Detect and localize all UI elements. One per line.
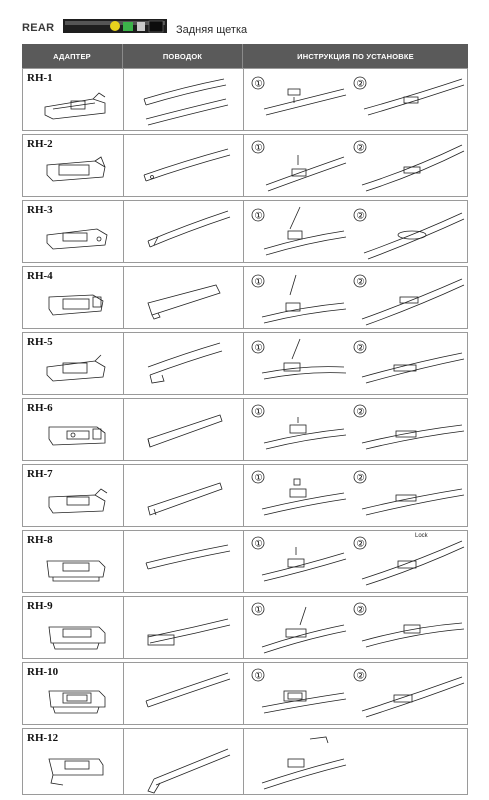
adapter-table	[22, 68, 468, 795]
arm-drawing	[124, 267, 244, 330]
arm-cell	[124, 729, 244, 794]
step-2-marker: ②	[356, 472, 365, 483]
adapter-label: RH-1	[27, 72, 53, 84]
arm-drawing	[124, 597, 244, 660]
arm-cell	[124, 531, 244, 592]
arm-drawing	[124, 135, 244, 198]
install-steps-drawing	[244, 663, 467, 726]
adapter-cell	[23, 69, 124, 130]
step-1-marker: ①	[254, 604, 263, 615]
step-2-marker: ②	[356, 538, 365, 549]
arm-cell	[124, 399, 244, 460]
arm-drawing	[124, 399, 244, 462]
adapter-label: RH-9	[27, 600, 53, 612]
adapter-cell	[23, 531, 124, 592]
table-row	[22, 728, 468, 795]
table-row	[22, 200, 468, 263]
instructions-cell	[244, 267, 467, 328]
arm-drawing	[124, 333, 244, 396]
install-steps-drawing	[244, 531, 467, 594]
adapter-label: RH-12	[27, 732, 59, 744]
instructions-cell	[244, 201, 467, 262]
step-1-marker: ①	[254, 406, 263, 417]
table-row	[22, 464, 468, 527]
adapter-drawing	[23, 663, 124, 726]
table-row	[22, 266, 468, 329]
adapter-label: RH-4	[27, 270, 53, 282]
step-1-marker: ①	[254, 78, 263, 89]
instructions-cell	[244, 597, 467, 658]
arm-cell	[124, 69, 244, 130]
lock-annotation: Lock	[415, 533, 428, 539]
arm-cell	[124, 267, 244, 328]
adapter-cell	[23, 663, 124, 724]
arm-drawing	[124, 531, 244, 594]
adapter-cell	[23, 333, 124, 394]
step-1-marker: ①	[254, 342, 263, 353]
column-header-adapter: АДАПТЕР	[22, 44, 123, 68]
adapter-cell	[23, 201, 124, 262]
adapter-label: RH-3	[27, 204, 53, 216]
arm-cell	[124, 135, 244, 196]
install-steps-drawing	[244, 69, 467, 132]
adapter-drawing	[23, 69, 124, 132]
wiper-product-image	[63, 16, 167, 36]
step-1-marker: ①	[254, 670, 263, 681]
table-row	[22, 662, 468, 725]
step-2-marker: ②	[356, 78, 365, 89]
adapter-drawing	[23, 399, 124, 462]
step-2-marker: ②	[356, 142, 365, 153]
arm-drawing	[124, 69, 244, 132]
install-steps-drawing	[244, 201, 467, 264]
install-steps-drawing	[244, 333, 467, 396]
step-2-marker: ②	[356, 604, 365, 615]
adapter-label: RH-7	[27, 468, 53, 480]
table-row	[22, 596, 468, 659]
adapter-cell	[23, 267, 124, 328]
step-2-marker: ②	[356, 210, 365, 221]
adapter-cell	[23, 465, 124, 526]
arm-drawing	[124, 201, 244, 264]
step-1-marker: ①	[254, 538, 263, 549]
adapter-cell	[23, 597, 124, 658]
table-row	[22, 530, 468, 593]
column-header-arm: ПОВОДОК	[123, 44, 243, 68]
adapter-drawing	[23, 531, 124, 594]
column-header-instructions: ИНСТРУКЦИЯ ПО УСТАНОВКЕ	[297, 51, 414, 61]
instructions-cell	[244, 663, 467, 724]
step-2-marker: ②	[356, 670, 365, 681]
install-steps-drawing	[244, 465, 467, 528]
arm-cell	[124, 465, 244, 526]
table-row	[22, 332, 468, 395]
page-subtitle: Задняя щетка	[176, 24, 248, 36]
adapter-drawing	[23, 201, 124, 264]
arm-cell	[124, 333, 244, 394]
arm-drawing	[124, 465, 244, 528]
adapter-drawing	[23, 135, 124, 198]
install-steps-drawing	[244, 399, 467, 462]
table-row	[22, 68, 468, 131]
adapter-label: RH-8	[27, 534, 53, 546]
adapter-label: RH-2	[27, 138, 53, 150]
step-1-marker: ①	[254, 142, 263, 153]
arm-cell	[124, 663, 244, 724]
adapter-drawing	[23, 729, 124, 796]
install-steps-drawing	[244, 597, 467, 660]
adapter-drawing	[23, 597, 124, 660]
adapter-cell	[23, 135, 124, 196]
adapter-drawing	[23, 465, 124, 528]
instructions-cell	[244, 333, 467, 394]
step-2-marker: ②	[356, 342, 365, 353]
instructions-cell	[244, 531, 467, 592]
adapter-label: RH-5	[27, 336, 53, 348]
arm-drawing	[124, 729, 244, 796]
adapter-drawing	[23, 333, 124, 396]
arm-cell	[124, 597, 244, 658]
instructions-cell	[244, 69, 467, 130]
instructions-cell	[244, 729, 467, 794]
adapter-label: RH-6	[27, 402, 53, 414]
adapter-drawing	[23, 267, 124, 330]
adapter-label: RH-10	[27, 666, 59, 678]
install-steps-drawing	[244, 267, 467, 330]
instructions-cell	[244, 135, 467, 196]
step-1-marker: ①	[254, 472, 263, 483]
table-header	[22, 44, 468, 68]
arm-drawing	[124, 663, 244, 726]
table-row	[22, 134, 468, 197]
step-2-marker: ②	[356, 406, 365, 417]
top-bar	[0, 0, 489, 42]
install-steps-drawing	[244, 135, 467, 198]
step-1-marker: ①	[254, 210, 263, 221]
step-1-marker: ①	[254, 276, 263, 287]
install-steps-drawing	[244, 729, 467, 796]
adapter-cell	[23, 399, 124, 460]
instructions-cell	[244, 465, 467, 526]
instructions-cell	[244, 399, 467, 460]
table-row	[22, 398, 468, 461]
rear-label: REAR	[22, 22, 55, 34]
adapter-cell	[23, 729, 124, 794]
arm-cell	[124, 201, 244, 262]
step-2-marker: ②	[356, 276, 365, 287]
